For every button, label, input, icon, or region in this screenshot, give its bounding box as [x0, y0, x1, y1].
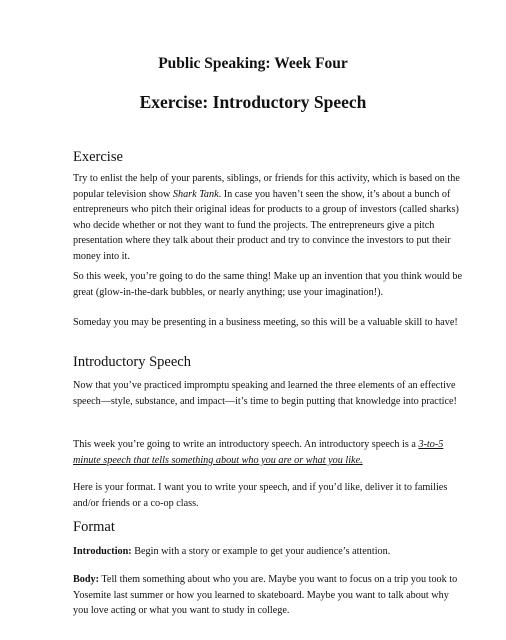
exercise-paragraph-3: Someday you may be presenting in a business meeting, so this will be a valuable skill to have!: [73, 317, 458, 328]
exercise-title: Exercise: Introductory Speech: [139, 92, 367, 112]
body-label: Body:: [73, 574, 100, 585]
body-text: Tell them something about who you are. Maybe you want to focus on a trip you took to Yosemite last summer or how you learned to skateboard. Maybe you want to talk about why you love acting or what you want to study in college.: [73, 574, 458, 617]
introduction-label: Introduction:: [73, 546, 132, 557]
show-title: Shark Tank: [172, 188, 219, 200]
exercise-p1-text-a: Try to enlist the help of your parents, siblings, or friends for this activity, which is based on the popular television show: [73, 173, 460, 200]
exercise-p1-text-b: . In case you haven’t seen the show, it’s about a bunch of entrepreneurs who pitch their original ideas for products to a group of investors (called sharks) who decide whether or not they want to fund the projects. The entrepreneurs give a pitch presentation where they talk about their product and try to convince the investors to put their money into it.: [73, 188, 459, 262]
speech-definition: 3-to-5 minute speech that tells something about who you are or what you like.: [73, 439, 444, 466]
format-body: [73, 572, 463, 619]
exercise-paragraph-2: So this week, you’re going to do the same thing! Make up an invention that you think would be great (glow-in-the-dark bubbles, or nearly anything; use your imagination!).: [73, 271, 463, 298]
format-introduction: [73, 544, 463, 560]
intro-speech-paragraph-2: [73, 437, 463, 468]
intro-speech-p2-text: This week you’re going to write an introductory speech. An introductory speech is a: [73, 439, 419, 450]
introduction-text: Begin with a story or example to get your audience’s attention.: [131, 546, 391, 557]
intro-speech-heading: Introductory Speech: [73, 354, 191, 370]
intro-speech-paragraph-3: Here is your format. I want you to write your speech, and if you’d like, deliver it to families and/or friends or a co-op class.: [73, 482, 448, 509]
exercise-paragraph-1: [73, 171, 463, 265]
exercise-heading: Exercise: [73, 149, 123, 165]
course-title: Public Speaking: Week Four: [158, 55, 348, 72]
intro-speech-paragraph-1: Now that you’ve practiced impromptu speaking and learned the three elements of an effective speech—style, substance, and impact—it’s time to begin putting that knowledge into practice!: [73, 380, 457, 407]
format-heading: Format: [73, 519, 115, 535]
